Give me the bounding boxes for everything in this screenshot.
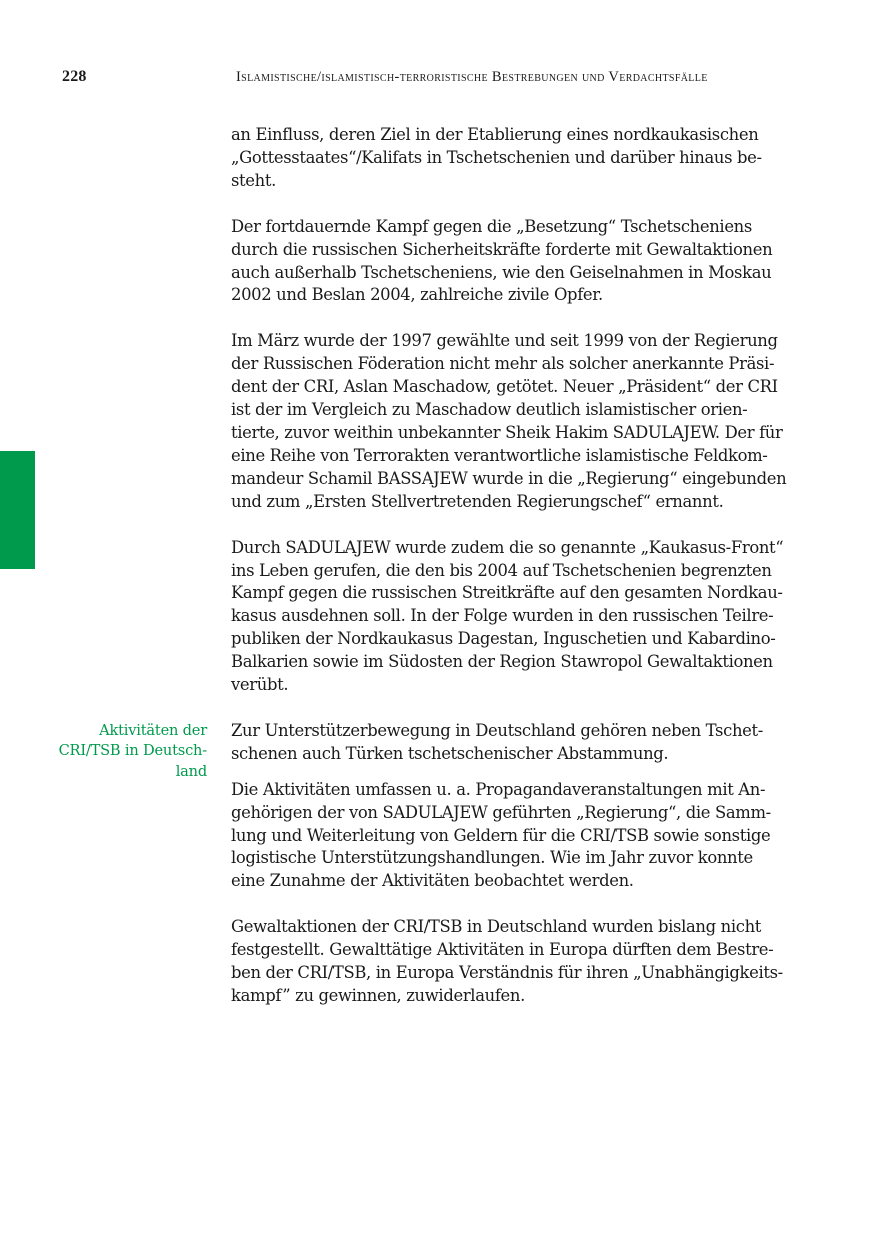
text-line: eine Zunahme der Aktivitäten beobachtet werden. <box>231 871 634 891</box>
paragraph <box>231 537 789 697</box>
text-line: an Einfluss, deren Ziel in der Etablierung eines nordkaukasischen <box>231 125 759 144</box>
text-line: steht. <box>231 170 276 190</box>
text-line: tierte, zuvor weithin unbekannter Sheik Hakim SADULAJEW. Der für <box>231 422 783 442</box>
paragraph <box>231 124 789 193</box>
text-line: dent der CRI, Aslan Maschadow, getötet. Neuer „Präsident“ der CRI <box>231 377 778 397</box>
text-line: ins Leben gerufen, die den bis 2004 auf Tschetschenien begrenzten <box>231 560 772 580</box>
page-number: 228 <box>62 68 87 85</box>
text-line: publiken der Nordkaukasus Dagestan, Inguschetien und Kabardino- <box>231 629 776 649</box>
text-line: Kampf gegen die russischen Streitkräfte auf den gesamten Nordkau- <box>231 583 783 603</box>
text-line: Der fortdauernde Kampf gegen die „Besetzung“ Tschetscheniens <box>231 216 752 236</box>
text-line: logistische Unterstützungshandlungen. Wie im Jahr zuvor konnte <box>231 848 753 868</box>
text-line: ben der CRI/TSB, in Europa Verständnis für ihren „Unabhängigkeits- <box>231 963 783 983</box>
text-line: Die Aktivitäten umfassen u. a. Propagandaveranstaltungen mit An- <box>231 779 766 799</box>
paragraph <box>231 330 789 513</box>
paragraph <box>231 916 789 1008</box>
text-line: gehörigen der von SADULAJEW geführten „Regierung“, die Samm- <box>231 802 771 822</box>
text-line: Balkarien sowie im Südosten der Region Stawropol Gewaltaktionen <box>231 652 773 672</box>
text-line: lung und Weiterleitung von Geldern für die CRI/TSB sowie sonstige <box>231 825 771 845</box>
text-line: durch die russischen Sicherheitskräfte forderte mit Gewaltaktionen <box>231 239 773 259</box>
paragraph <box>231 779 789 894</box>
text-line: kasus ausdehnen soll. In der Folge wurden in den russischen Teilre- <box>231 606 774 626</box>
text-line: Im März wurde der 1997 gewählte und seit 1999 von der Regierung <box>231 331 778 351</box>
margin-heading-line: CRI/TSB in Deutsch- <box>58 742 207 760</box>
text-line: auch außerhalb Tschetscheniens, wie den Geiselnahmen in Moskau <box>231 262 772 282</box>
text-line: der Russischen Föderation nicht mehr als solcher anerkannte Präsi- <box>231 354 775 374</box>
text-line: festgestellt. Gewalttätige Aktivitäten in Europa dürften dem Bestre- <box>231 940 774 960</box>
running-head: Islamistische/islamistisch-terroristische Bestrebungen und Verdachtsfälle <box>236 69 708 85</box>
text-line: kampf” zu gewinnen, zuwiderlaufen. <box>231 986 525 1005</box>
text-line: schenen auch Türken tschetschenischer Abstammung. <box>231 743 669 763</box>
margin-heading-line: land <box>175 762 207 780</box>
text-line: verübt. <box>231 675 289 695</box>
text-line: eine Reihe von Terrorakten verantwortliche islamistische Feldkom- <box>231 445 768 465</box>
body-text <box>231 124 789 1031</box>
text-line: ist der im Vergleich zu Maschadow deutlich islamistischer orien- <box>231 400 748 420</box>
margin-heading <box>47 721 207 782</box>
margin-heading-line: Aktivitäten der <box>99 722 207 739</box>
chapter-tab-marker <box>0 451 35 569</box>
text-line: 2002 und Beslan 2004, zahlreiche zivile Opfer. <box>231 285 603 305</box>
text-line: Durch SADULAJEW wurde zudem die so genannte „Kaukasus-Front“ <box>231 537 784 557</box>
paragraph <box>231 216 789 308</box>
text-line: „Gottesstaates“/Kalifats in Tschetschenien und darüber hinaus be- <box>231 147 762 167</box>
text-line: Gewaltaktionen der CRI/TSB in Deutschland wurden bislang nicht <box>231 917 762 937</box>
text-line: mandeur Schamil BASSAJEW wurde in die „Regierung“ eingebunden <box>231 468 787 488</box>
text-line: Zur Unterstützerbewegung in Deutschland gehören neben Tschet- <box>231 720 763 740</box>
text-line: und zum „Ersten Stellvertretenden Regierungschef“ ernannt. <box>231 491 724 511</box>
paragraph <box>231 720 789 766</box>
